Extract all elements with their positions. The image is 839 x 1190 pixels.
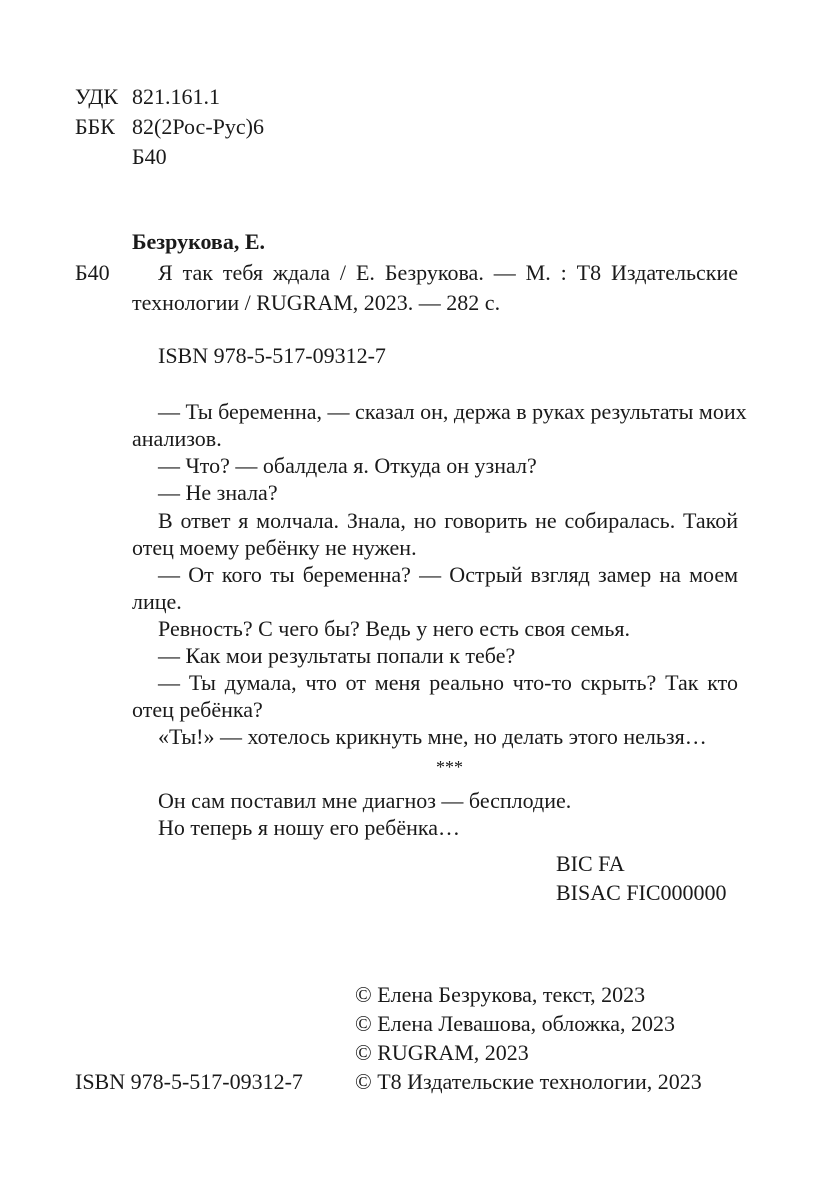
annotation-line: — Что? — обалдела я. Откуда он узнал?: [158, 453, 537, 478]
annotation-line: «Ты!» — хотелось крикнуть мне, но делать этого нельзя…: [158, 724, 707, 749]
teaser-line: Он сам поставил мне диагноз — бесплодие.: [158, 788, 572, 813]
annotation-line: — Как мои результаты попали к тебе?: [158, 643, 516, 668]
author-sign-code: Б40: [132, 144, 167, 169]
bbk-value: 82(2Рос-Рус)6: [132, 114, 264, 139]
annotation-line: отец ребёнка?: [132, 697, 263, 722]
bisac-code: BISAC FIC000000: [556, 880, 727, 905]
annotation-line: отец моему ребёнку не нужен.: [132, 535, 417, 560]
copyright-line: © RUGRAM, 2023: [355, 1040, 529, 1065]
record-title-line-2: технологии / RUGRAM, 2023. — 282 с.: [132, 290, 501, 315]
annotation-line: — От кого ты беременна? — Острый взгляд замер на моем: [158, 562, 738, 587]
udk-value: 821.161.1: [132, 84, 220, 109]
imprint-isbn: ISBN 978-5-517-09312-7: [75, 1069, 303, 1094]
copyright-line: © Елена Безрукова, текст, 2023: [355, 982, 646, 1007]
annotation-line: — Ты беременна, — сказал он, держа в руках результаты моих: [158, 399, 747, 424]
udk-label: УДК: [75, 84, 119, 109]
section-separator: ***: [436, 757, 463, 777]
record-isbn: ISBN 978-5-517-09312-7: [158, 343, 386, 368]
bic-code: BIC FA: [556, 851, 625, 876]
record-title-line-1: Я так тебя ждала / Е. Безрукова. — М. : Т8 Издательские: [158, 260, 738, 285]
bbk-label: ББК: [75, 114, 115, 139]
copyright-line: © Т8 Издательские технологии, 2023: [355, 1069, 702, 1094]
annotation-line: лице.: [132, 589, 182, 614]
annotation-line: анализов.: [132, 426, 222, 451]
record-author-sign: Б40: [75, 260, 110, 285]
record-author: Безрукова, Е.: [132, 229, 265, 254]
teaser-line: Но теперь я ношу его ребёнка…: [158, 815, 461, 840]
annotation-line: — Не знала?: [158, 480, 278, 505]
annotation-line: В ответ я молчала. Знала, но говорить не собиралась. Такой: [158, 508, 738, 533]
annotation-line: — Ты думала, что от меня реально что-то скрыть? Так кто: [158, 670, 738, 695]
annotation-line: Ревность? С чего бы? Ведь у него есть своя семья.: [158, 616, 631, 641]
copyright-line: © Елена Левашова, обложка, 2023: [355, 1011, 676, 1036]
